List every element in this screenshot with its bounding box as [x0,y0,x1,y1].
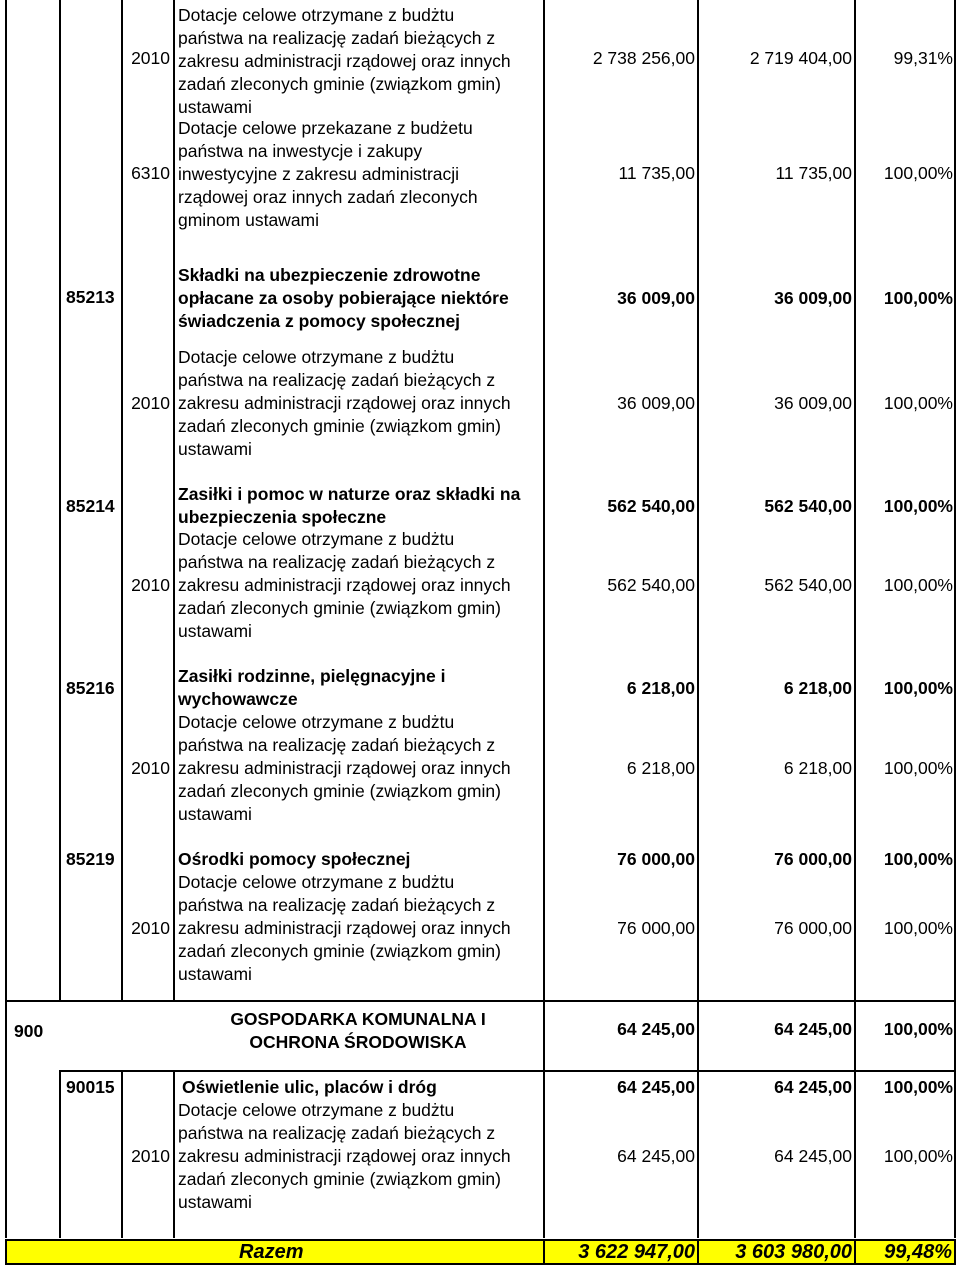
executed-amount: 6 218,00 [783,758,852,778]
column-divider [697,0,699,1238]
percent-value: 100,00% [883,393,953,413]
column-divider [59,1070,61,1238]
executed-amount: 76 000,00 [774,918,852,938]
row-description: Dotacje celowe otrzymane z budżtu państwa na realizację zadań bieżących z zakresu administracji rządowej oraz innych zadań zleconych gminie (związkom gmin) ustawami [178,712,511,824]
paragraf-code: 2010 [131,1146,170,1166]
plan-amount: 6 218,00 [626,758,695,778]
row-description: Dotacje celowe otrzymane z budżtu państwa na realizację zadań bieżących z zakresu administracji rządowej oraz innych zadań zleconych gminie (związkom gmin) ustawami [178,1100,511,1212]
percent-value: 100,00% [883,1077,953,1097]
row-description: GOSPODARKA KOMUNALNA I OCHRONA ŚRODOWISKA [230,1009,486,1052]
executed-amount: 76 000,00 [774,849,852,869]
rozdzial-code: 90015 [66,1077,115,1097]
executed-amount: 64 245,00 [774,1019,852,1039]
executed-amount: 64 245,00 [774,1077,852,1097]
executed-amount: 562 540,00 [764,575,852,595]
row-description: Oświetlenie ulic, placów i dróg [182,1077,437,1097]
percent-value: 100,00% [883,288,953,308]
percent-value: 99,31% [893,48,953,68]
row-description: Składki na ubezpieczenie zdrowotne opłacane za osoby pobierające niektóre świadczenia z pomocy społecznej [178,265,509,331]
paragraf-code: 6310 [131,163,170,183]
row-description: Dotacje celowe otrzymane z budżtu państwa na realizację zadań bieżących z zakresu administracji rządowej oraz innych zadań zleconych gminie (związkom gmin) ustawami [178,529,511,641]
executed-amount: 36 009,00 [774,393,852,413]
row-description: Zasiłki rodzinne, pielęgnacyjne i wychowawcze [178,666,446,709]
column-divider [173,0,175,1000]
plan-amount: 36 009,00 [617,393,695,413]
percent-value: 100,00% [883,575,953,595]
column-divider [121,0,123,1000]
total-plan: 3 622 947,00 [578,1241,695,1263]
row-description: Dotacje celowe przekazane z budżetu państwa na inwestycje i zakupy inwestycyjne z zakresu administracji rządowej oraz innych zadań zleconych gminom ustawami [178,118,478,230]
percent-value: 100,00% [883,849,953,869]
executed-amount: 562 540,00 [764,496,852,516]
rozdzial-code: 85213 [66,287,115,307]
plan-amount: 36 009,00 [617,288,695,308]
executed-amount: 6 218,00 [783,678,852,698]
row-description: Dotacje celowe otrzymane z budżtu państwa na realizację zadań bieżących z zakresu administracji rządowej oraz innych zadań zleconych gminie (związkom gmin) ustawami [178,347,511,459]
row-description: Ośrodki pomocy społecznej [178,849,411,869]
row-description: Dotacje celowe otrzymane z budżtu państwa na realizację zadań bieżących z zakresu administracji rządowej oraz innych zadań zleconych gminie (związkom gmin) ustawami [178,5,511,117]
percent-value: 100,00% [883,496,953,516]
total-percent: 99,48% [884,1241,952,1263]
plan-amount: 64 245,00 [617,1019,695,1039]
percent-value: 100,00% [883,163,953,183]
total-cell-divider [854,1241,856,1263]
total-cell-divider [697,1241,699,1263]
dzial-code: 900 [14,1021,44,1041]
percent-value: 100,00% [883,1146,953,1166]
plan-amount: 11 735,00 [618,163,695,183]
plan-amount: 76 000,00 [617,918,695,938]
column-divider [5,0,7,1000]
rozdzial-code: 85214 [66,496,115,516]
plan-amount: 6 218,00 [626,678,695,698]
executed-amount: 2 719 404,00 [749,48,852,68]
executed-amount: 64 245,00 [774,1146,852,1166]
plan-amount: 64 245,00 [617,1146,695,1166]
plan-amount: 64 245,00 [617,1077,695,1097]
paragraf-code: 2010 [131,48,170,68]
percent-value: 100,00% [883,918,953,938]
plan-amount: 76 000,00 [617,849,695,869]
column-divider [173,1070,175,1238]
paragraf-code: 2010 [131,758,170,778]
rozdzial-code: 85216 [66,678,115,698]
section-divider [5,1000,956,1002]
paragraf-code: 2010 [131,393,170,413]
paragraf-code: 2010 [131,575,170,595]
percent-value: 100,00% [883,678,953,698]
total-row [5,1239,956,1265]
total-cell-divider [543,1241,545,1263]
row-description: Zasiłki i pomoc w naturze oraz składki na ubezpieczenia społeczne [178,484,521,527]
total-label: Razem [239,1241,304,1263]
column-divider [543,0,545,1238]
column-divider [5,1000,7,1238]
paragraf-code: 2010 [131,918,170,938]
percent-value: 100,00% [883,1019,953,1039]
percent-value: 100,00% [883,758,953,778]
rozdzial-code: 85219 [66,849,115,869]
executed-amount: 11 735,00 [775,163,852,183]
plan-amount: 562 540,00 [607,575,695,595]
row-description: Dotacje celowe otrzymane z budżtu państwa na realizację zadań bieżących z zakresu administracji rządowej oraz innych zadań zleconych gminie (związkom gmin) ustawami [178,872,511,984]
column-divider [854,0,856,1238]
plan-amount: 2 738 256,00 [592,48,695,68]
executed-amount: 36 009,00 [774,288,852,308]
section-divider [59,1070,956,1072]
plan-amount: 562 540,00 [607,496,695,516]
column-divider [59,0,61,1000]
total-executed: 3 603 980,00 [735,1241,852,1263]
column-divider [954,0,956,1238]
